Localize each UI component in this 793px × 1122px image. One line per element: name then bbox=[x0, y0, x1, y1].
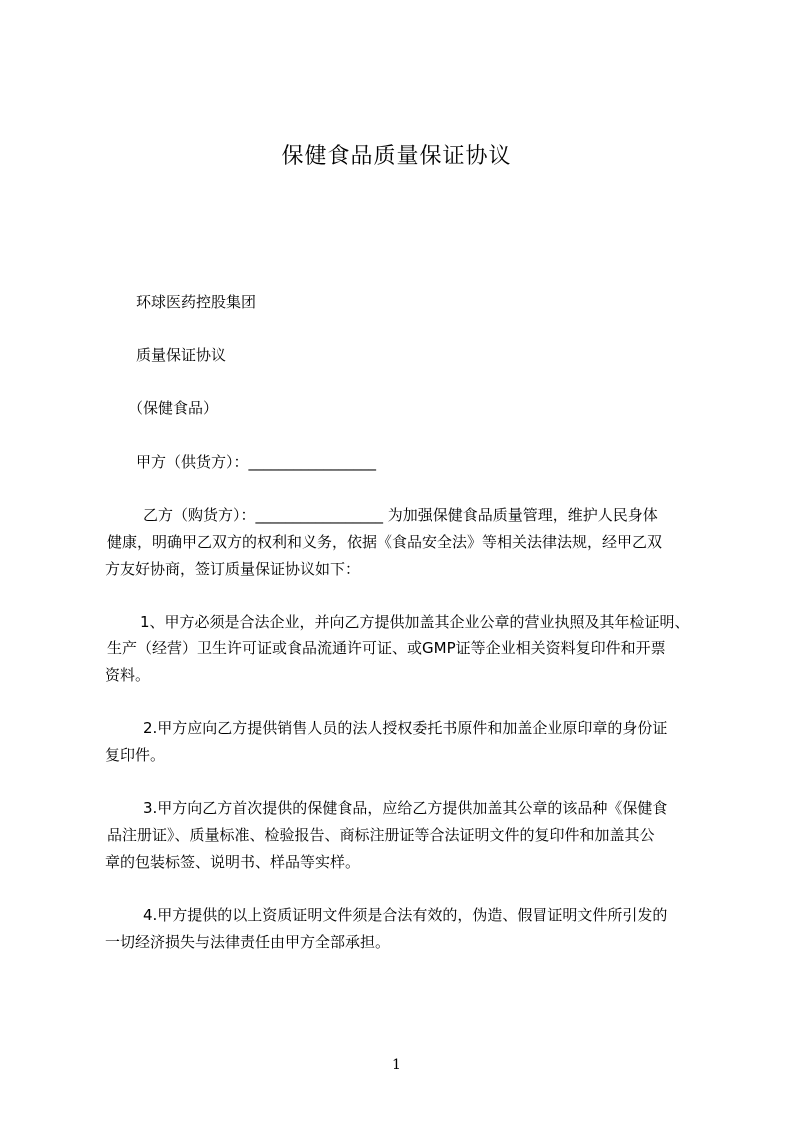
page-number: 1 bbox=[392, 1057, 401, 1073]
clause-3-line-2: 品注册证》、质量标准、检验报告、商标注册证等合法证明文件的复印件和加盖其公 bbox=[107, 826, 655, 844]
document-title: 保健食品质量保证协议 bbox=[281, 144, 512, 169]
intro-line-3: 方友好协商，签订质量保证协议如下： bbox=[105, 560, 361, 578]
clause-4-line-1: 4.甲方提供的以上资质证明文件须是合法有效的，伪造、假冒证明文件所引发的 bbox=[143, 906, 668, 924]
clause-1-line-2: 生产（经营）卫生许可证或食品流通许可证、或GMP证等企业相关资料复印件和开票 bbox=[107, 639, 666, 657]
clause-1-line-1: 1、甲方必须是合法企业，并向乙方提供加盖其企业公章的营业执照及其年检证明、 bbox=[140, 613, 690, 631]
clause-3-line-3: 章的包装标签、说明书、样品等实样。 bbox=[105, 853, 361, 871]
intro-line-1: 乙方（购货方）：_________________ 为加强保健食品质量管理，维护人民身体 bbox=[143, 506, 658, 524]
clause-2-line-2: 复印件。 bbox=[105, 746, 166, 764]
clause-3-line-1: 3.甲方向乙方首次提供的保健食品，应给乙方提供加盖其公章的该品种《保健食 bbox=[143, 799, 668, 817]
agreement-subtitle: 质量保证协议 bbox=[136, 346, 227, 364]
clause-1-line-3: 资料。 bbox=[105, 666, 151, 684]
intro-line-2: 健康，明确甲乙双方的权利和义务，依据《食品安全法》等相关法律法规，经甲乙双 bbox=[107, 533, 663, 551]
party-a-line: 甲方（供货方）：_________________ bbox=[136, 453, 377, 471]
product-category: （保健食品） bbox=[128, 399, 219, 417]
clause-2-line-1: 2.甲方应向乙方提供销售人员的法人授权委托书原件和加盖企业原印章的身份证 bbox=[143, 719, 668, 737]
clause-4-line-2: 一切经济损失与法律责任由甲方全部承担。 bbox=[105, 933, 391, 951]
company-name: 环球医药控股集团 bbox=[136, 293, 257, 311]
